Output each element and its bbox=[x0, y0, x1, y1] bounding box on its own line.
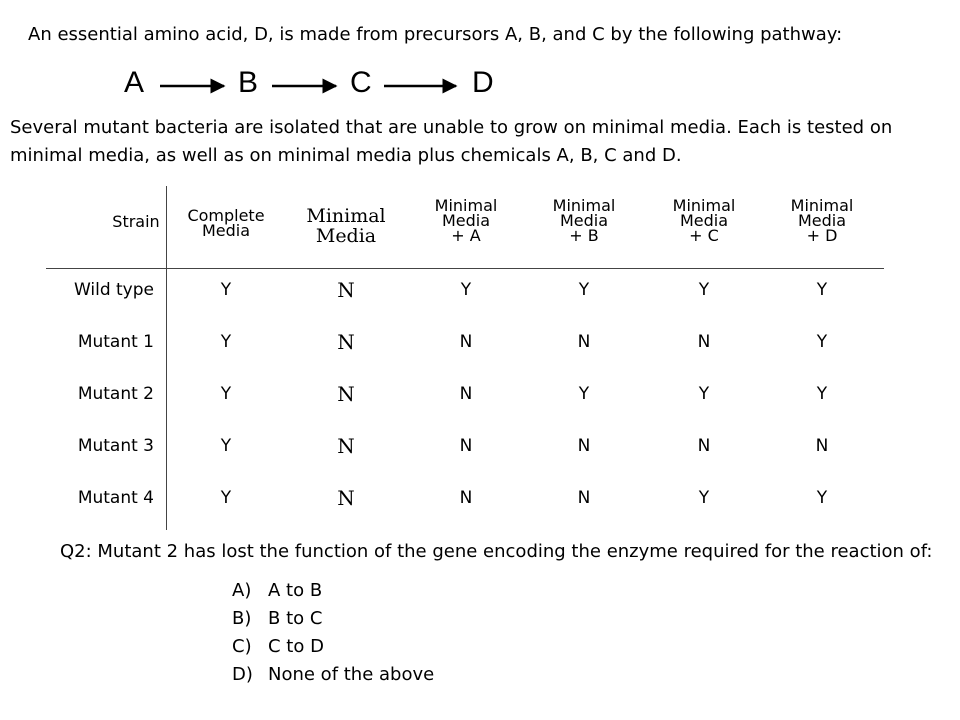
column-header-line: Minimal bbox=[306, 205, 386, 227]
growth-cell: N bbox=[815, 436, 829, 456]
column-header-line: Minimal bbox=[790, 196, 854, 215]
column-header-line: Media bbox=[797, 211, 847, 230]
option-label: A) bbox=[232, 580, 252, 601]
column-header-line: + A bbox=[451, 226, 481, 245]
column-header-line: Complete bbox=[187, 206, 265, 225]
growth-cell: N bbox=[459, 384, 473, 404]
strain-name: Wild type bbox=[73, 280, 154, 300]
growth-cell: Y bbox=[220, 280, 232, 300]
growth-cell: Y bbox=[578, 384, 590, 404]
growth-cell: N bbox=[577, 332, 591, 352]
column-header-2 bbox=[291, 206, 401, 246]
column-header-line: Media bbox=[679, 211, 729, 230]
column-header-line: + B bbox=[569, 226, 599, 245]
column-header-line: Minimal bbox=[552, 196, 616, 215]
column-header-5 bbox=[649, 198, 759, 243]
table-vertical-divider bbox=[166, 186, 167, 530]
growth-cell: Y bbox=[816, 384, 828, 404]
pathway-node-c: C bbox=[350, 66, 372, 99]
growth-cell: Y bbox=[578, 280, 590, 300]
growth-cell: Y bbox=[816, 280, 828, 300]
growth-cell: Y bbox=[220, 332, 232, 352]
strain-name: Mutant 3 bbox=[77, 436, 154, 456]
growth-cell: Y bbox=[220, 384, 232, 404]
column-header-line: Minimal bbox=[672, 196, 736, 215]
answer-option-d[interactable] bbox=[232, 664, 434, 685]
growth-cell: N bbox=[337, 486, 355, 510]
results-table bbox=[46, 186, 884, 530]
growth-cell: N bbox=[697, 436, 711, 456]
strain-name: Mutant 2 bbox=[77, 384, 154, 404]
growth-cell: Y bbox=[460, 280, 472, 300]
description-text: Several mutant bacteria are isolated that are unable to grow on minimal media. Each is tested on minimal media, as well as on minimal media plus chemicals A, B, C and D. bbox=[10, 117, 893, 166]
question-text: Q2: Mutant 2 has lost the function of the gene encoding the enzyme required for the reaction of: bbox=[60, 541, 933, 562]
column-header-line: + D bbox=[806, 226, 838, 245]
growth-cell: N bbox=[697, 332, 711, 352]
column-header-3 bbox=[411, 198, 521, 243]
strain-name: Mutant 4 bbox=[77, 488, 154, 508]
growth-cell: N bbox=[337, 330, 355, 354]
option-text: B to C bbox=[268, 608, 323, 629]
pathway-node-a: A bbox=[124, 66, 145, 99]
growth-cell: N bbox=[459, 436, 473, 456]
answer-option-b[interactable] bbox=[232, 608, 322, 629]
growth-cell: Y bbox=[698, 488, 710, 508]
pathway-node-d: D bbox=[472, 66, 494, 99]
growth-cell: Y bbox=[698, 384, 710, 404]
growth-cell: N bbox=[577, 488, 591, 508]
column-header-line: + C bbox=[689, 226, 719, 245]
growth-cell: Y bbox=[220, 436, 232, 456]
column-header-4 bbox=[529, 198, 639, 243]
growth-cell: N bbox=[337, 278, 355, 302]
answer-option-a[interactable] bbox=[232, 580, 322, 601]
column-header-line: Media bbox=[315, 225, 377, 247]
option-text: C to D bbox=[268, 636, 324, 657]
growth-cell: Y bbox=[816, 488, 828, 508]
column-header-line: Media bbox=[441, 211, 491, 230]
column-header-line: Minimal bbox=[434, 196, 498, 215]
growth-cell: N bbox=[459, 488, 473, 508]
option-label: C) bbox=[232, 636, 252, 657]
growth-cell: Y bbox=[816, 332, 828, 352]
answer-option-c[interactable] bbox=[232, 636, 324, 657]
growth-cell: N bbox=[577, 436, 591, 456]
growth-cell: N bbox=[337, 434, 355, 458]
pathway-node-b: B bbox=[238, 66, 259, 99]
growth-cell: N bbox=[337, 382, 355, 406]
option-text: A to B bbox=[268, 580, 323, 601]
strain-name: Mutant 1 bbox=[77, 332, 154, 352]
column-header-line: Strain bbox=[112, 212, 160, 231]
table-header-divider bbox=[46, 268, 884, 269]
option-label: B) bbox=[232, 608, 252, 629]
growth-cell: Y bbox=[698, 280, 710, 300]
column-header-line: Media bbox=[559, 211, 609, 230]
growth-cell: N bbox=[459, 332, 473, 352]
growth-cell: Y bbox=[220, 488, 232, 508]
column-header-1 bbox=[171, 208, 281, 238]
intro-text: An essential amino acid, D, is made from precursors A, B, and C by the following pathway: bbox=[28, 24, 843, 45]
column-header-6 bbox=[767, 198, 877, 243]
option-text: None of the above bbox=[268, 664, 435, 685]
column-header-line: Media bbox=[201, 221, 251, 240]
option-label: D) bbox=[232, 664, 253, 685]
pathway-diagram bbox=[0, 0, 960, 120]
